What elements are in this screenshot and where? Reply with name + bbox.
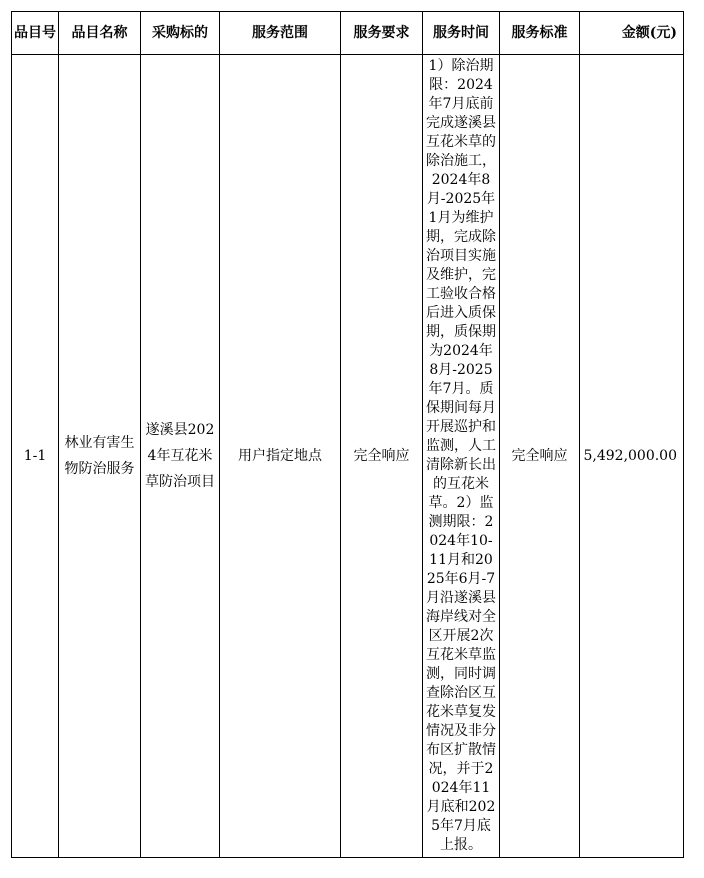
cell-item-name: 林业有害生物防治服务 bbox=[59, 55, 141, 858]
column-header-service-time: 服务时间 bbox=[423, 12, 500, 55]
header-row bbox=[12, 12, 684, 55]
cell-procurement-target: 遂溪县2024年互花米草防治项目 bbox=[141, 55, 220, 858]
column-header-item-no: 品目号 bbox=[12, 12, 59, 55]
cell-service-scope: 用户指定地点 bbox=[220, 55, 341, 858]
cell-service-time: 1）除治期限：2024年7月底前完成遂溪县互花米草的除治施工，2024年8月-2025年1月为维护期，完成除治项目实施及维护，完工验收合格后进入质保期，质保期为2024年8月-2025年7月。质保期间每月开展巡护和监测，人工清除新长出的互花米草。2）监测期限：2024年10-11月和2025年6月-7月沿遂溪县海岸线对全区开展2次互花米草监测，同时调查除治区互花米草复发情况及非分布区扩散情况，并于2024年11月底和2025年7月底上报。 bbox=[423, 55, 500, 858]
cell-service-standard: 完全响应 bbox=[500, 55, 580, 858]
table-row bbox=[12, 55, 684, 858]
procurement-items-table bbox=[11, 11, 684, 858]
column-header-service-standard: 服务标准 bbox=[500, 12, 580, 55]
column-header-item-name: 品目名称 bbox=[59, 12, 141, 55]
cell-item-no: 1-1 bbox=[12, 55, 59, 858]
column-header-procurement-target: 采购标的 bbox=[141, 12, 220, 55]
column-header-service-scope: 服务范围 bbox=[220, 12, 341, 55]
column-header-service-requirement: 服务要求 bbox=[341, 12, 423, 55]
cell-service-requirement: 完全响应 bbox=[341, 55, 423, 858]
column-header-amount: 金额(元) bbox=[580, 12, 684, 55]
cell-amount: 5,492,000.00 bbox=[580, 55, 684, 858]
